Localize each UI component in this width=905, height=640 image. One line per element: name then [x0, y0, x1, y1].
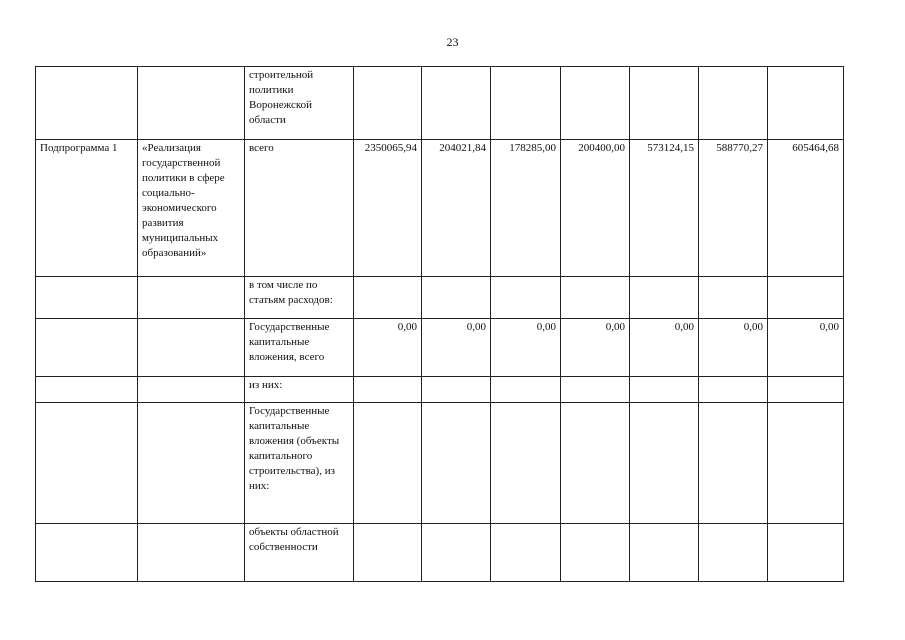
- program-name-cell: [138, 67, 245, 140]
- amount-cell: [768, 377, 844, 403]
- amount-cell: [422, 403, 491, 524]
- table-body: [36, 67, 844, 582]
- amount-cell: [699, 403, 768, 524]
- amount-cell: [422, 377, 491, 403]
- page-number: 23: [446, 35, 459, 49]
- amount-cell: 0,00: [491, 319, 561, 377]
- funding-source-cell: Государственные капитальные вложения, всего: [245, 319, 354, 377]
- program-name-cell: «Реализация государственной политики в сфере социально-экономического развития муниципальных образований»: [138, 140, 245, 277]
- funding-source-cell: из них:: [245, 377, 354, 403]
- amount-cell: [630, 377, 699, 403]
- amount-cell: [354, 403, 422, 524]
- amount-cell: [491, 67, 561, 140]
- table-row: [36, 140, 844, 277]
- amount-cell: [354, 377, 422, 403]
- amount-cell: [491, 403, 561, 524]
- status-cell: [36, 67, 138, 140]
- funding-source-cell: всего: [245, 140, 354, 277]
- amount-cell: [561, 403, 630, 524]
- table-row: [36, 319, 844, 377]
- amount-cell: [630, 524, 699, 582]
- table-row: [36, 403, 844, 524]
- amount-cell: [699, 277, 768, 319]
- amount-cell: [699, 377, 768, 403]
- amount-cell: 0,00: [768, 319, 844, 377]
- amount-cell: 2350065,94: [354, 140, 422, 277]
- amount-cell: [561, 524, 630, 582]
- amount-cell: [491, 377, 561, 403]
- funding-source-cell: в том числе по статьям расходов:: [245, 277, 354, 319]
- table-row: [36, 524, 844, 582]
- amount-cell: [561, 67, 630, 140]
- amount-cell: [630, 403, 699, 524]
- table-row: [36, 377, 844, 403]
- amount-cell: [630, 67, 699, 140]
- amount-cell: [630, 277, 699, 319]
- amount-cell: [354, 277, 422, 319]
- budget-table: [35, 66, 844, 582]
- amount-cell: 178285,00: [491, 140, 561, 277]
- program-name-cell: [138, 403, 245, 524]
- amount-cell: 204021,84: [422, 140, 491, 277]
- status-cell: [36, 524, 138, 582]
- program-name-cell: [138, 277, 245, 319]
- amount-cell: [768, 524, 844, 582]
- funding-source-cell: строительной политики Воронежской области: [245, 67, 354, 140]
- amount-cell: [561, 377, 630, 403]
- status-cell: [36, 377, 138, 403]
- table-row: [36, 67, 844, 140]
- funding-source-cell: объекты областной собственности: [245, 524, 354, 582]
- amount-cell: [491, 277, 561, 319]
- amount-cell: [491, 524, 561, 582]
- amount-cell: [768, 67, 844, 140]
- status-cell: [36, 319, 138, 377]
- program-name-cell: [138, 524, 245, 582]
- amount-cell: [561, 277, 630, 319]
- amount-cell: 573124,15: [630, 140, 699, 277]
- amount-cell: [422, 67, 491, 140]
- amount-cell: 0,00: [354, 319, 422, 377]
- amount-cell: [699, 67, 768, 140]
- amount-cell: 0,00: [699, 319, 768, 377]
- table-row: [36, 277, 844, 319]
- amount-cell: [354, 67, 422, 140]
- status-cell: [36, 403, 138, 524]
- status-cell: Подпрограмма 1: [36, 140, 138, 277]
- amount-cell: [768, 277, 844, 319]
- amount-cell: 0,00: [561, 319, 630, 377]
- amount-cell: [354, 524, 422, 582]
- status-cell: [36, 277, 138, 319]
- amount-cell: 588770,27: [699, 140, 768, 277]
- amount-cell: [422, 277, 491, 319]
- amount-cell: [422, 524, 491, 582]
- program-name-cell: [138, 319, 245, 377]
- funding-source-cell: Государственные капитальные вложения (объекты капитального строительства), из них:: [245, 403, 354, 524]
- amount-cell: 0,00: [422, 319, 491, 377]
- amount-cell: 200400,00: [561, 140, 630, 277]
- amount-cell: 0,00: [630, 319, 699, 377]
- amount-cell: 605464,68: [768, 140, 844, 277]
- amount-cell: [699, 524, 768, 582]
- amount-cell: [768, 403, 844, 524]
- program-name-cell: [138, 377, 245, 403]
